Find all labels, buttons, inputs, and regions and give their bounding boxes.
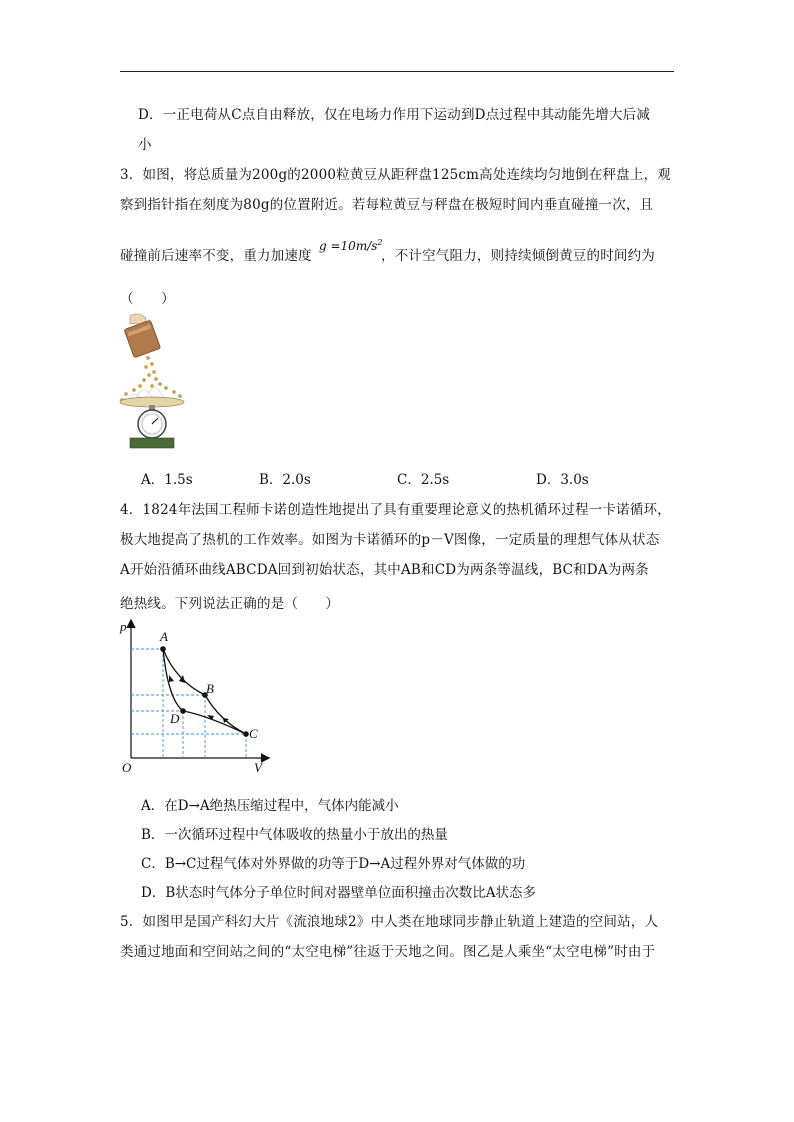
q4-line4: 绝热线。下列说法正确的是（ ）	[120, 596, 340, 612]
arrow-da	[169, 675, 174, 682]
q4-option-a: A．在D→A绝热压缩过程中，气体内能减小	[141, 798, 399, 814]
q3-gravity-formula: $g =10m/s^2$	[319, 238, 383, 253]
label-d: D	[170, 711, 180, 726]
q3-line3b: ，不计空气阻力，则持续倾倒黄豆的时间约为	[381, 248, 655, 264]
beans-scale-illustration	[116, 312, 188, 454]
adiabat-bc	[205, 695, 246, 734]
label-c: C	[249, 726, 258, 741]
origin-label: O	[122, 760, 132, 775]
q3-option-b: B．2.0s	[259, 472, 311, 488]
header-rule	[120, 71, 674, 72]
isotherm-ab	[163, 649, 205, 695]
q4-line2: 极大地提高了热机的工作效率。如图为卡诺循环的p－V图像，一定质量的理想气体从状态	[120, 532, 660, 548]
label-b: B	[206, 681, 214, 696]
label-a: A	[160, 629, 168, 644]
q4-option-c: C．B→C过程气体对外界做的功等于D→A过程外界对气体做的功	[141, 856, 526, 872]
q2-option-d-line2: 小	[138, 137, 152, 153]
guide-lines	[131, 649, 246, 758]
q3-option-d: D．3.0s	[536, 472, 589, 488]
axis-label-v: V	[254, 760, 262, 775]
point-d	[180, 708, 186, 714]
q4-line3: A开始沿循环曲线ABCDA回到初始状态，其中AB和CD为两条等温线，BC和DA为两条	[120, 562, 649, 578]
carnot-pv-diagram	[116, 615, 276, 777]
q4-line1: 4．1824年法国工程师卡诺创造性地提出了具有重要理论意义的热机循环过程一卡诺循环，	[120, 502, 671, 518]
q3-line3a: 碰撞前后速率不变，重力加速度	[120, 248, 312, 264]
point-a	[160, 646, 166, 652]
q3-option-c: C．2.5s	[397, 472, 450, 488]
q2-option-d-line1: D．一正电荷从C点自由释放，仅在电场力作用下运动到D点过程中其动能先增大后减	[138, 107, 651, 123]
q3-option-a: A．1.5s	[141, 472, 193, 488]
axis-label-p: p	[120, 619, 127, 634]
q3-line2: 察到指针指在刻度为80g的位置附近。若每粒黄豆与秤盘在极短时间内垂直碰撞一次，且	[120, 197, 654, 213]
q3-line1: 3．如图，将总质量为200g的2000粒黄豆从距秤盘125cm高处连续均匀地倒在秤盘上，观	[120, 167, 671, 183]
q5-line2: 类通过地面和空间站之间的“太空电梯”往返于天地之间。图乙是人乘坐“太空电梯”时由于	[120, 944, 656, 960]
q4-option-b: B．一次循环过程中气体吸收的热量小于放出的热量	[141, 827, 448, 843]
q4-option-d: D．B状态时气体分子单位时间对器壁单位面积撞击次数比A状态多	[141, 885, 536, 901]
isotherm-cd	[183, 711, 246, 734]
q3-answer-blank: （ ）	[120, 291, 175, 307]
point-c	[243, 731, 249, 737]
q5-line1: 5．如图甲是国产科幻大片《流浪地球2》中人类在地球同步静止轨道上建造的空间站，人	[120, 914, 659, 930]
